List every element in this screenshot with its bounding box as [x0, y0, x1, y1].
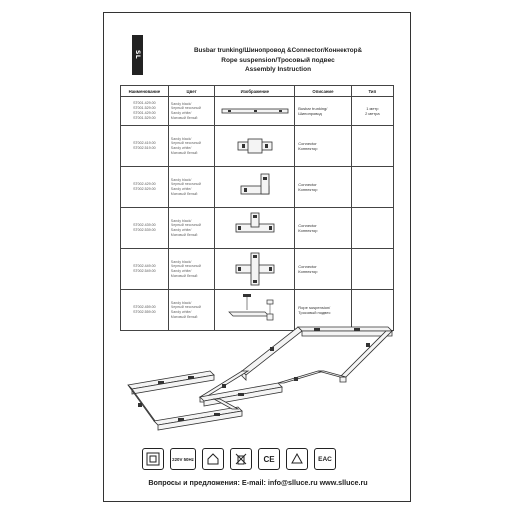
weee-icon — [230, 448, 252, 470]
table-row — [121, 208, 394, 249]
qty-line: 2 метра — [365, 111, 380, 116]
colors-line: Sandy white/ — [170, 146, 192, 150]
articles-line: ST002.449.00 — [133, 264, 156, 268]
instruction-sheet — [103, 12, 411, 502]
colors-line: Матовый белый — [170, 150, 198, 155]
colors-line: Черный песочный — [170, 141, 201, 146]
color-cell — [168, 126, 215, 167]
articles-line: ST002.439.00 — [133, 223, 156, 227]
color-cell — [168, 208, 215, 249]
description-line: Connector — [298, 182, 317, 187]
certification-icons — [142, 447, 336, 471]
articles-line: ST002.559.00 — [133, 310, 156, 314]
l-connector-icon — [216, 170, 293, 204]
image-cell — [215, 126, 295, 167]
image-cell — [215, 208, 295, 249]
description-line: Busbar trunking/ — [298, 106, 328, 111]
colors-line: Sandy black/ — [170, 218, 192, 223]
articles-line: ST002.529.00 — [133, 187, 156, 191]
article-cell — [121, 167, 169, 208]
description-line: Тросовый подвес — [298, 310, 331, 315]
articles-line: ST002.539.00 — [133, 228, 156, 232]
articles-line: ST001.529.00 — [133, 116, 156, 120]
description-cell — [295, 208, 351, 249]
colors-line: Sandy white/ — [170, 269, 192, 273]
table-row — [121, 249, 394, 290]
colors-line: Sandy white/ — [170, 310, 192, 314]
double-insulation-icon — [142, 448, 164, 470]
colors-line: Sandy black/ — [170, 259, 192, 264]
article-cell — [121, 249, 169, 290]
header — [148, 46, 408, 75]
description-line: Connector — [298, 264, 317, 269]
type-cell — [351, 167, 393, 208]
colors-line: Матовый белый — [170, 232, 198, 237]
colors-line: Sandy white/ — [170, 111, 192, 115]
articles-line: ST002.549.00 — [133, 269, 156, 273]
busbar-rail-icon — [216, 105, 293, 117]
type-cell — [351, 249, 393, 290]
parts-table — [120, 85, 394, 331]
t-connector-icon — [216, 211, 293, 245]
article-cell — [121, 97, 169, 126]
colors-line: Sandy black/ — [170, 177, 192, 182]
header-description: Описание — [295, 86, 351, 97]
colors-line: Sandy white/ — [170, 187, 192, 191]
indoor-use-icon — [202, 448, 224, 470]
colors-line: Черный песочный — [170, 106, 201, 111]
articles-line: ST001.529.00 — [133, 106, 156, 110]
colors-line: Sandy black/ — [170, 101, 192, 106]
qty-line: 1 метр — [366, 106, 379, 111]
title-line-1: Busbar trunking/Шинопровод &Connector/Коннектор& — [194, 47, 362, 54]
colors-line: Матовый белый — [170, 115, 198, 120]
articles-line: ST001.429.00 — [133, 101, 156, 105]
title-line-3: Assembly Instruction — [244, 66, 312, 73]
description-line: Шинопровод — [298, 111, 322, 116]
description-line: Connector — [298, 141, 317, 146]
colors-line: Sandy black/ — [170, 300, 192, 305]
header-color: Цвет — [168, 86, 215, 97]
ce-mark-icon: CE — [258, 448, 280, 470]
colors-line: Черный песочный — [170, 264, 201, 269]
colors-line: Sandy white/ — [170, 228, 192, 232]
color-cell — [168, 97, 215, 126]
colors-line: Матовый белый — [170, 273, 198, 278]
table-row — [121, 167, 394, 208]
article-cell — [121, 126, 169, 167]
articles-line: ST001.429.00 — [133, 111, 156, 115]
type-cell — [351, 208, 393, 249]
colors-line: Матовый белый — [170, 314, 198, 319]
x-connector-icon — [216, 251, 293, 287]
colors-line: Sandy black/ — [170, 136, 192, 141]
type-cell — [351, 97, 393, 126]
description-line: Коннектор — [298, 187, 318, 192]
colors-line: Черный песочный — [170, 182, 201, 187]
voltage-icon: 220V 50Hz — [170, 448, 196, 470]
colors-line: Черный песочный — [170, 305, 201, 310]
description-line: Rope suspension/ — [298, 305, 331, 310]
color-cell — [168, 167, 215, 208]
colors-line: Черный песочный — [170, 223, 201, 228]
eac-mark-icon: EAC — [314, 448, 336, 470]
table-row — [121, 97, 394, 126]
description-line: Connector — [298, 223, 317, 228]
description-line: Коннектор — [298, 146, 318, 151]
articles-line: ST002.459.00 — [133, 305, 156, 309]
header-image: Изображение — [215, 86, 295, 97]
title-line-2: Rope suspension/Тросовый подвес — [221, 56, 335, 64]
table-header-row — [121, 86, 394, 97]
brand-logo: SL — [132, 35, 143, 75]
description-cell — [295, 97, 351, 126]
image-cell — [215, 249, 295, 290]
table-row — [121, 126, 394, 167]
articles-line: ST002.519.00 — [133, 146, 156, 150]
description-cell — [295, 167, 351, 208]
image-cell — [215, 97, 295, 126]
description-line: Коннектор — [298, 269, 318, 274]
straight-connector-icon — [216, 135, 293, 157]
type-cell — [351, 126, 393, 167]
recycle-icon — [286, 448, 308, 470]
articles-line: ST002.419.00 — [133, 141, 156, 145]
colors-line: Матовый белый — [170, 191, 198, 196]
assembled-track-system-drawing — [118, 313, 398, 435]
articles-line: ST002.429.00 — [133, 182, 156, 186]
color-cell — [168, 249, 215, 290]
contact-info: Вопросы и предложения: E-mail: info@slluce.ru www.slluce.ru — [148, 478, 368, 487]
description-line: Коннектор — [298, 228, 318, 233]
description-cell — [295, 126, 351, 167]
description-cell — [295, 249, 351, 290]
article-cell — [121, 208, 169, 249]
image-cell — [215, 167, 295, 208]
header-type: Тип — [351, 86, 393, 97]
header-article: Наименование — [121, 86, 169, 97]
